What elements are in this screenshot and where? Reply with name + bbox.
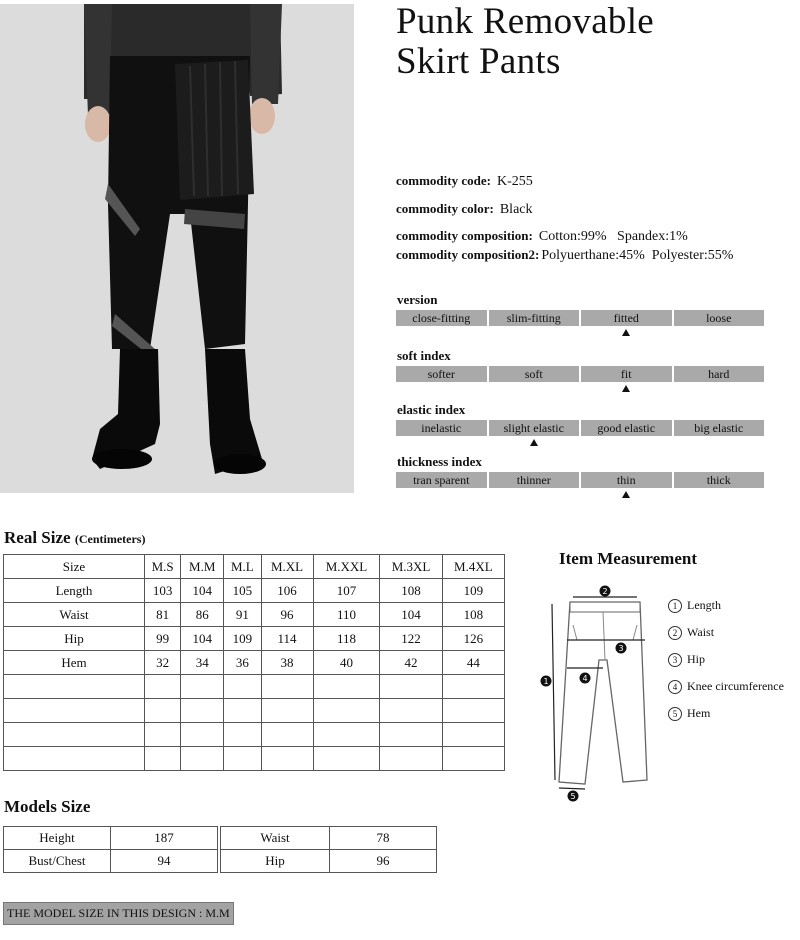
product-photo	[0, 4, 354, 493]
legend-item	[668, 652, 784, 679]
elastic-index-option-selected: slight elastic	[489, 420, 580, 436]
table-row	[4, 827, 218, 850]
legend-item	[668, 706, 784, 733]
table-cell	[4, 747, 145, 771]
table-row-empty	[4, 723, 505, 747]
title-line-2: Skirt Pants	[396, 41, 561, 82]
commodity-color-label: commodity color:	[396, 201, 494, 216]
measure-marker-5: 5	[570, 792, 576, 801]
table-cell: 36	[224, 651, 261, 675]
legend-item	[668, 598, 784, 625]
version-scale	[396, 310, 764, 326]
table-cell	[261, 675, 313, 699]
table-cell: 110	[313, 603, 380, 627]
soft-index-option: soft	[489, 366, 580, 382]
table-header-cell: M.XXL	[313, 555, 380, 579]
table-cell: 122	[380, 627, 442, 651]
title-line-1: Punk Removable	[396, 1, 655, 42]
commodity-code-row	[396, 173, 533, 190]
model-size-note: THE MODEL SIZE IN THIS DESIGN : M.M	[3, 902, 234, 925]
table-header-cell: M.XL	[261, 555, 313, 579]
table-cell: 86	[181, 603, 224, 627]
table-cell: 99	[145, 627, 181, 651]
table-cell: Hip	[4, 627, 145, 651]
table-cell	[145, 723, 181, 747]
legend-number: 3	[668, 653, 682, 667]
table-cell: 109	[224, 627, 261, 651]
elastic-index-option: inelastic	[396, 420, 487, 436]
table-cell	[261, 699, 313, 723]
models-size-table-right	[220, 826, 437, 873]
waist-value: 78	[330, 827, 437, 850]
table-row	[221, 827, 437, 850]
commodity-color-value: Black	[499, 202, 533, 217]
version-option: close-fitting	[396, 310, 487, 326]
thickness-index-title: thickness index	[397, 454, 482, 469]
models-size-table-left	[3, 826, 218, 873]
table-cell: 34	[181, 651, 224, 675]
version-option: slim-fitting	[489, 310, 580, 326]
table-cell	[380, 723, 442, 747]
elastic-index-scale	[396, 420, 764, 436]
table-cell: Length	[4, 579, 145, 603]
table-cell: 109	[442, 579, 504, 603]
table-cell	[313, 675, 380, 699]
commodity-code-value: K-255	[496, 174, 533, 189]
table-row	[4, 850, 218, 873]
bust-label: Bust/Chest	[4, 850, 111, 873]
table-cell	[145, 675, 181, 699]
table-cell	[380, 747, 442, 771]
table-cell: 40	[313, 651, 380, 675]
table-cell	[442, 675, 504, 699]
table-cell	[380, 699, 442, 723]
commodity-composition2-label: commodity composition2:	[396, 247, 540, 262]
table-cell: 38	[261, 651, 313, 675]
table-row-empty	[4, 675, 505, 699]
table-cell: 105	[224, 579, 261, 603]
real-size-unit: (Centimeters)	[74, 532, 146, 546]
table-header-cell: M.4XL	[442, 555, 504, 579]
table-cell	[442, 699, 504, 723]
table-cell: 42	[380, 651, 442, 675]
table-cell	[224, 699, 261, 723]
table-cell: 107	[313, 579, 380, 603]
table-cell: 96	[261, 603, 313, 627]
table-cell	[224, 747, 261, 771]
height-value: 187	[111, 827, 218, 850]
table-cell: 104	[181, 627, 224, 651]
legend-number: 2	[668, 626, 682, 640]
table-cell	[313, 723, 380, 747]
measure-marker-3: 3	[618, 644, 624, 653]
pants-measurement-diagram	[535, 580, 665, 809]
table-cell	[4, 699, 145, 723]
table-cell	[145, 699, 181, 723]
table-cell	[181, 675, 224, 699]
table-cell	[380, 675, 442, 699]
table-cell	[313, 699, 380, 723]
measure-marker-1: 1	[543, 677, 549, 686]
table-cell	[145, 747, 181, 771]
commodity-composition2-row	[396, 247, 733, 264]
commodity-composition-value: Cotton:99% Spandex:1%	[538, 229, 688, 244]
thickness-index-option: tran sparent	[396, 472, 487, 488]
hip-label: Hip	[221, 850, 330, 873]
table-header-cell: Size	[4, 555, 145, 579]
table-cell	[261, 723, 313, 747]
legend-label: Hem	[687, 706, 711, 720]
table-row-empty	[4, 699, 505, 723]
table-cell	[442, 747, 504, 771]
waist-label: Waist	[221, 827, 330, 850]
table-cell: 103	[145, 579, 181, 603]
legend-label: Knee circumference	[687, 679, 784, 693]
elastic-index-option: good elastic	[581, 420, 672, 436]
legend-label: Length	[687, 598, 721, 612]
table-row	[4, 579, 505, 603]
legend-label: Hip	[687, 652, 705, 666]
table-cell	[313, 747, 380, 771]
height-label: Height	[4, 827, 111, 850]
table-cell: 118	[313, 627, 380, 651]
table-cell	[4, 675, 145, 699]
table-header-cell: M.S	[145, 555, 181, 579]
measure-marker-2: 2	[602, 587, 608, 596]
commodity-code-label: commodity code:	[396, 173, 491, 188]
legend-label: Waist	[687, 625, 715, 639]
table-cell: 106	[261, 579, 313, 603]
table-cell	[224, 723, 261, 747]
legend-item	[668, 625, 784, 652]
table-cell: 104	[181, 579, 224, 603]
table-cell: 91	[224, 603, 261, 627]
table-cell: 44	[442, 651, 504, 675]
version-scale-title: version	[397, 292, 438, 307]
legend-number: 1	[668, 599, 682, 613]
real-size-title: Real Size	[4, 528, 71, 547]
table-cell	[181, 699, 224, 723]
table-cell: 108	[442, 603, 504, 627]
table-cell: 108	[380, 579, 442, 603]
real-size-heading	[4, 528, 145, 548]
table-row	[4, 603, 505, 627]
table-cell: 104	[380, 603, 442, 627]
table-row	[4, 627, 505, 651]
commodity-composition-label: commodity composition:	[396, 228, 533, 243]
table-cell: 126	[442, 627, 504, 651]
bust-value: 94	[111, 850, 218, 873]
table-cell	[442, 723, 504, 747]
legend-number: 5	[668, 707, 682, 721]
commodity-color-row	[396, 201, 533, 218]
table-cell: Waist	[4, 603, 145, 627]
version-option: loose	[674, 310, 765, 326]
table-row	[4, 651, 505, 675]
thickness-index-option: thick	[674, 472, 765, 488]
table-header-cell: M.L	[224, 555, 261, 579]
table-cell: 81	[145, 603, 181, 627]
soft-index-option-selected: fit	[581, 366, 672, 382]
thickness-index-option: thinner	[489, 472, 580, 488]
table-cell: 114	[261, 627, 313, 651]
table-cell	[181, 747, 224, 771]
table-header-cell: M.3XL	[380, 555, 442, 579]
elastic-index-option: big elastic	[674, 420, 765, 436]
models-size-title: Models Size	[4, 797, 91, 816]
table-header-cell: M.M	[181, 555, 224, 579]
soft-index-option: hard	[674, 366, 765, 382]
soft-index-title: soft index	[397, 348, 451, 363]
table-cell: 32	[145, 651, 181, 675]
product-title	[396, 2, 654, 82]
version-option-selected: fitted	[581, 310, 672, 326]
legend-number: 4	[668, 680, 682, 694]
table-header-row	[4, 555, 505, 579]
legend-item	[668, 679, 784, 706]
measure-marker-4: 4	[582, 674, 588, 683]
real-size-table	[3, 554, 505, 771]
measurement-legend	[668, 598, 784, 733]
table-cell: Hem	[4, 651, 145, 675]
table-cell	[224, 675, 261, 699]
table-cell	[261, 747, 313, 771]
commodity-composition-row	[396, 228, 688, 245]
hip-value: 96	[330, 850, 437, 873]
table-cell	[181, 723, 224, 747]
elastic-index-title: elastic index	[397, 402, 466, 417]
table-cell	[4, 723, 145, 747]
thickness-index-scale	[396, 472, 764, 488]
table-row-empty	[4, 747, 505, 771]
table-row	[221, 850, 437, 873]
commodity-composition2-value: Polyuerthane:45% Polyester:55%	[541, 248, 734, 263]
soft-index-option: softer	[396, 366, 487, 382]
thickness-index-option-selected: thin	[581, 472, 672, 488]
item-measurement-title: Item Measurement	[559, 549, 698, 568]
soft-index-scale	[396, 366, 764, 382]
